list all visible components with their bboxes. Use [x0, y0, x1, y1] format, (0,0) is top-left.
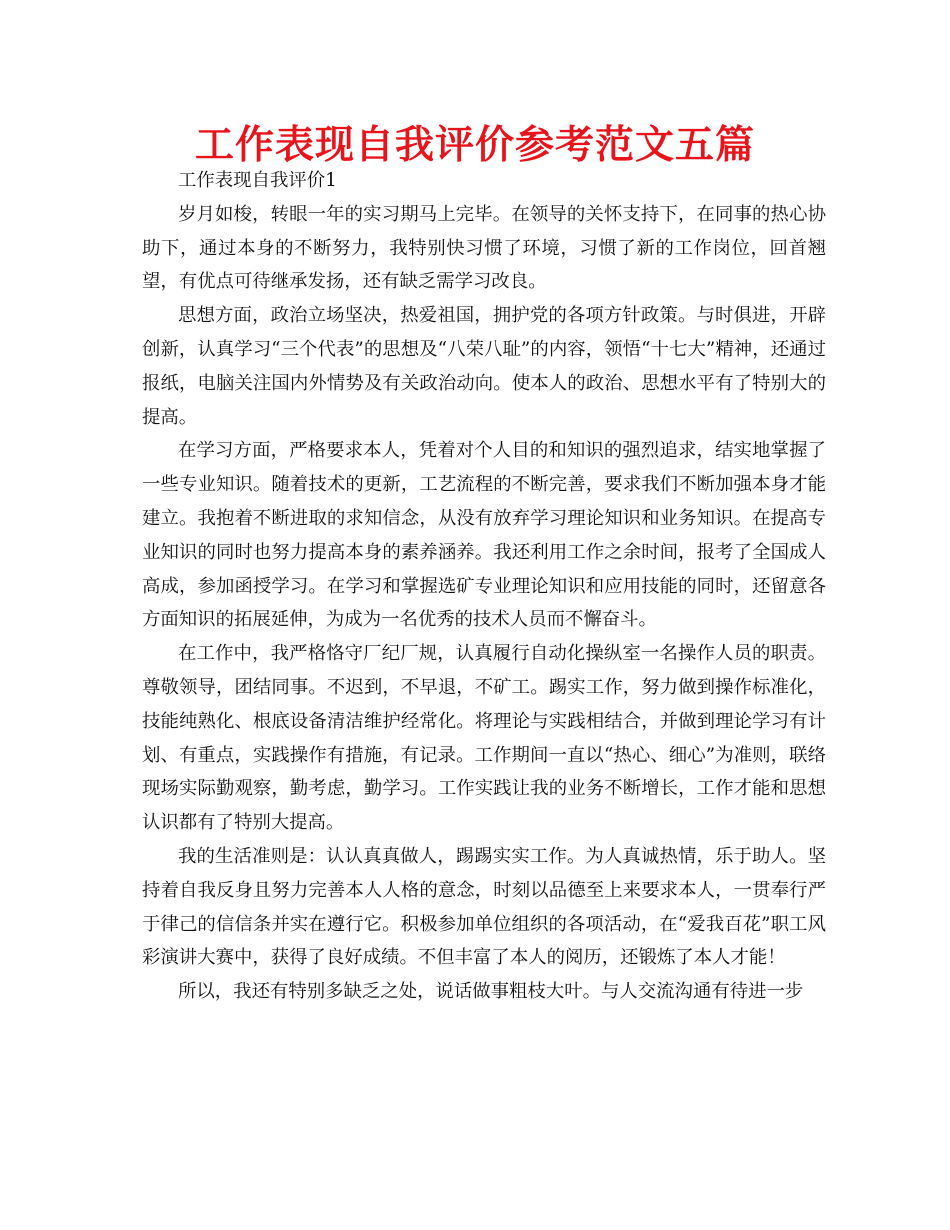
- paragraph: 所以，我还有特别多缺乏之处，说话做事粗枝大叶。与人交流沟通有待进一步: [178, 981, 804, 1003]
- section-title: 工作表现自我评价1: [178, 170, 337, 191]
- paragraph: 我的生活准则是：认认真真做人，踢踢实实工作。为人真诚热情，乐于助人。坚持着自我反身且努力完善本人人格的意念，时刻以品德至上来要求本人，一贯奉行严于律己的信信条并实在遵行它。积极参加单位组织的各项活动，在“爱我百花”职工风彩演讲大赛中，获得了良好成绩。不但丰富了本人的阅历，还锻炼了本人才能！: [142, 845, 826, 969]
- paragraph: 岁月如梭，转眼一年的实习期马上完毕。在领导的关怀支持下，在同事的热心协助下，通过本身的不断努力，我特别快习惯了环境，习惯了新的工作岗位，回首翘望，有优点可待继承发扬，还有缺乏需学习改良。: [142, 203, 826, 293]
- paragraph: 思想方面，政治立场坚决，热爱祖国，拥护党的各项方针政策。与时俱进，开辟创新，认真学习“三个代表”的思想及“八荣八耻”的内容，领悟“十七大”精神，还通过报纸，电脑关注国内外情势及有关政治动向。使本人的政治、思想水平有了特别大的提高。: [142, 305, 826, 428]
- document-body: [142, 164, 826, 1009]
- document-title: 工作表现自我评价参考范文五篇: [194, 123, 755, 168]
- paragraph: 在学习方面，严格要求本人，凭着对个人目的和知识的强烈追求，结实地掌握了一些专业知识。随着技术的更新，工艺流程的不断完善，要求我们不断加强本身才能建立。我抱着不断进取的求知信念，从没有放弃学习理论知识和业务知识。在提高专业知识的同时也努力提高本身的素养涵养。我还利用工作之余时间，报考了全国成人高成，参加函授学习。在学习和掌握选矿专业理论知识和应用技能的同时，还留意各方面知识的拓展延伸，为成为一名优秀的技术人员而不懈奋斗。: [142, 440, 826, 631]
- paragraph: 在工作中，我严格恪守厂纪厂规，认真履行自动化操纵室一名操作人员的职责。尊敬领导，团结同事。不迟到，不早退，不矿工。踢实工作，努力做到操作标准化，技能纯熟化、根底设备清洁维护经常化。将理论与实践相结合，并做到理论学习有计划、有重点，实践操作有措施，有记录。工作期间一直以“热心、细心”为准则，联络现场实际勤观察，勤考虑，勤学习。工作实践让我的业务不断增长，工作才能和思想认识都有了特别大提高。: [142, 643, 826, 834]
